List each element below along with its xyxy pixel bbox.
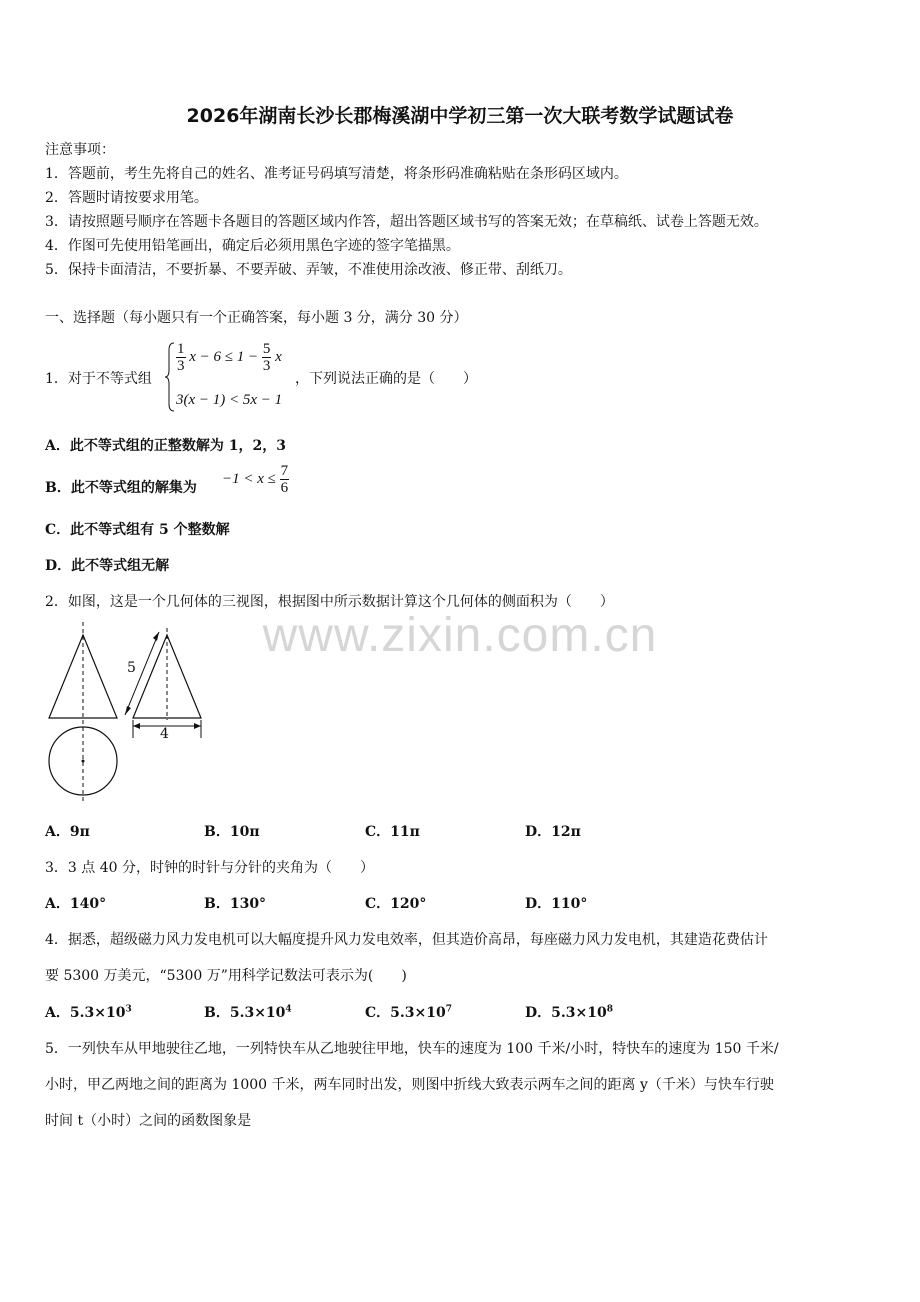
fraction-numerator: 1 xyxy=(177,341,185,357)
notice-item: 5．保持卡面清洁，不要折暴、不要弄破、弄皱，不准使用涂改液、修正带、刮纸刀。 xyxy=(45,262,572,278)
option-label: D．5.3×10 xyxy=(525,1005,607,1021)
fraction-numerator: 5 xyxy=(262,341,271,357)
option-d: D．12π xyxy=(525,824,581,840)
question-1-prefix: 1．对于不等式组 xyxy=(45,371,152,387)
option-c: C．120° xyxy=(365,896,427,912)
option-exponent: 3 xyxy=(125,1004,132,1015)
question-4-line1: 4．据悉，超级磁力风力发电机可以大幅度提升风力发电效率，但其造价高昂，每座磁力风力发电机，其建造花费估计 xyxy=(45,932,768,948)
section-heading: 一、选择题（每小题只有一个正确答案，每小题 3 分，满分 30 分） xyxy=(45,310,468,326)
option-exponent: 7 xyxy=(445,1004,452,1015)
brace-icon xyxy=(165,342,173,412)
question-4-line2: 要 5300 万美元，“5300 万”用科学记数法可表示为( ) xyxy=(45,968,407,984)
page-title: 2026年湖南长沙长郡梅溪湖中学初三第一次大联考数学试题试卷 xyxy=(186,105,734,127)
question-3: 3．3 点 40 分，时钟的时针与分针的夹角为（ ） xyxy=(45,860,374,876)
option-d: D．110° xyxy=(525,896,588,912)
notice-item: 4．作图可先使用铅笔画出，确定后必须用黑色字迹的签字笔描黑。 xyxy=(45,238,460,254)
fraction-denominator: 3 xyxy=(262,358,271,374)
notice-item: 3．请按照题号顺序在答题卡各题目的答题区域内作答，超出答题区域书写的答案无效；在草稿纸、试卷上答题无效。 xyxy=(45,214,768,230)
three-view-figure xyxy=(40,620,220,805)
question-2: 2．如图，这是一个几何体的三视图，根据图中所示数据计算这个几何体的侧面积为（ ） xyxy=(45,594,614,610)
question-1-suffix: ，下列说法正确的是（ ） xyxy=(295,371,477,387)
solution-set: −1 < x ≤ xyxy=(222,470,276,487)
inequality-tail: x xyxy=(275,348,282,365)
option-c: C．11π xyxy=(365,824,420,840)
arrow-head xyxy=(153,632,159,641)
fraction-denominator: 6 xyxy=(280,480,289,496)
option-d: D．此不等式组无解 xyxy=(45,558,170,574)
option-c xyxy=(365,1002,452,1022)
arrow-head xyxy=(194,723,201,729)
watermark: www.zixin.com.cn xyxy=(262,609,658,662)
option-a: A．140° xyxy=(45,896,107,912)
option-label: B．5.3×10 xyxy=(204,1005,286,1021)
option-a: A．此不等式组的正整数解为 1，2，3 xyxy=(45,438,286,454)
option-b: B．10π xyxy=(204,824,260,840)
option-a: A．9π xyxy=(45,824,90,840)
arrow-head xyxy=(133,723,140,729)
notice-item: 2．答题时请按要求用笔。 xyxy=(45,190,208,206)
inequality-1 xyxy=(176,341,282,374)
fraction-numerator: 7 xyxy=(280,463,289,479)
notice-item: 1．答题前，考生先将自己的姓名、准考证号码填写清楚，将条形码准确粘贴在条形码区域内。 xyxy=(45,166,628,182)
question-5-line3: 时间 t（小时）之间的函数图象是 xyxy=(45,1113,252,1129)
option-label: A．5.3×10 xyxy=(45,1005,126,1021)
fraction-denominator: 3 xyxy=(177,358,185,374)
option-b: B．130° xyxy=(204,896,267,912)
inequality-middle: x − 6 ≤ 1 − xyxy=(189,348,259,365)
option-d xyxy=(525,1002,613,1022)
option-c: C．此不等式组有 5 个整数解 xyxy=(45,522,230,538)
notice-heading: 注意事项： xyxy=(45,142,115,158)
option-b: B．此不等式组的解集为 xyxy=(45,480,197,496)
option-exponent: 4 xyxy=(285,1004,292,1015)
option-exponent: 8 xyxy=(606,1004,613,1015)
question-5-line2: 小时，甲乙两地之间的距离为 1000 千米，两车同时出发，则图中折线大致表示两车之间的距离 y（千米）与快车行驶 xyxy=(45,1077,774,1093)
option-b-math xyxy=(222,463,289,496)
option-a xyxy=(45,1002,132,1022)
inequality-2: 3(x − 1) < 5x − 1 xyxy=(176,392,283,408)
question-5-line1: 5．一列快车从甲地驶往乙地，一列特快车从乙地驶往甲地，快车的速度为 100 千米/小时，特快车的速度为 150 千米/ xyxy=(45,1041,779,1057)
option-label: C．5.3×10 xyxy=(365,1005,446,1021)
option-b xyxy=(204,1002,292,1022)
slant-label: 5 xyxy=(127,660,136,676)
center-point xyxy=(82,760,85,763)
front-view-triangle xyxy=(49,635,117,718)
arrow-head xyxy=(125,706,131,715)
base-label: 4 xyxy=(160,726,169,742)
